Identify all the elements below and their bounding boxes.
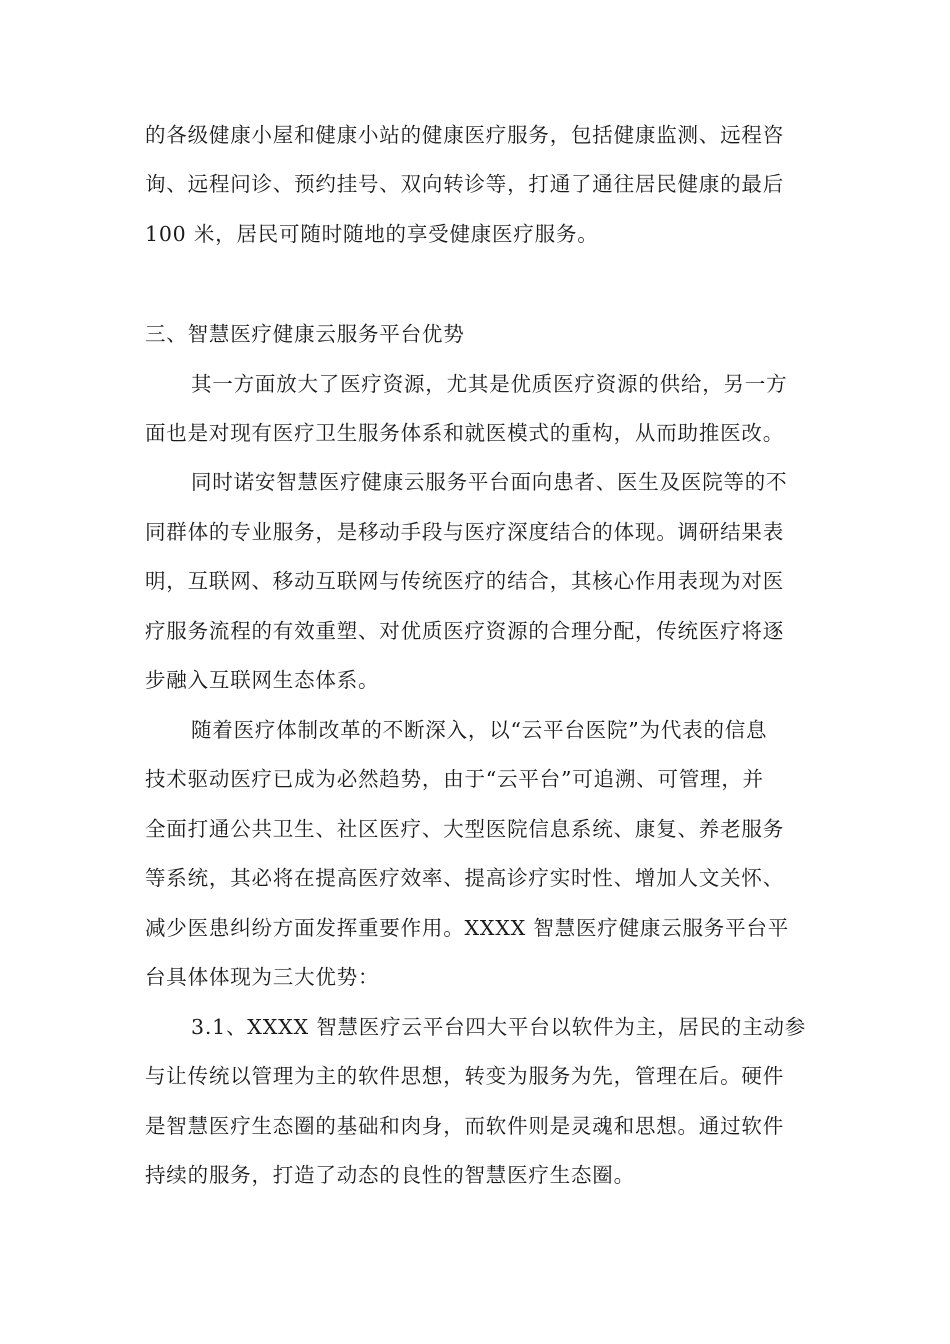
- paragraph-line: 100 米，居民可随时随地的享受健康医疗服务。: [145, 222, 599, 246]
- paragraph-line: 3.1、XXXX 智慧医疗云平台四大平台以软件为主，居民的主动参: [191, 1015, 807, 1039]
- paragraph-line: 的各级健康小屋和健康小站的健康医疗服务，包括健康监测、远程咨: [145, 123, 784, 147]
- paragraph-line: 其一方面放大了医疗资源，尤其是优质医疗资源的供给，另一方: [191, 372, 788, 396]
- paragraph-line: 减少医患纠纷方面发挥重要作用。XXXX 智慧医疗健康云服务平台平: [145, 916, 789, 940]
- paragraph-line: 台具体体现为三大优势：: [145, 965, 380, 989]
- section-heading: 三、智慧医疗健康云服务平台优势: [145, 322, 465, 346]
- paragraph-line: 同时诺安智慧医疗健康云服务平台面向患者、医生及医院等的不: [191, 470, 788, 494]
- paragraph-line: 同群体的专业服务，是移动手段与医疗深度结合的体现。调研结果表: [145, 520, 784, 544]
- paragraph-line: 与让传统以管理为主的软件思想，转变为服务为先，管理在后。硬件: [145, 1064, 784, 1088]
- paragraph-line: 是智慧医疗生态圈的基础和肉身，而软件则是灵魂和思想。通过软件: [145, 1114, 784, 1138]
- paragraph-line: 步融入互联网生态体系。: [145, 668, 380, 692]
- paragraph-line: 等系统，其必将在提高医疗效率、提高诊疗实时性、增加人文关怀、: [145, 866, 784, 890]
- paragraph-line: 随着医疗体制改革的不断深入，以“云平台医院”为代表的信息: [191, 718, 768, 742]
- paragraph-line: 疗服务流程的有效重塑、对优质医疗资源的合理分配，传统医疗将逐: [145, 619, 784, 643]
- paragraph-line: 面也是对现有医疗卫生服务体系和就医模式的重构，从而助推医改。: [145, 421, 784, 445]
- paragraph-line: 明，互联网、移动互联网与传统医疗的结合，其核心作用表现为对医: [145, 569, 784, 593]
- paragraph-line: 询、远程问诊、预约挂号、双向转诊等，打通了通往居民健康的最后: [145, 172, 784, 196]
- paragraph-line: 全面打通公共卫生、社区医疗、大型医院信息系统、康复、养老服务: [145, 817, 784, 841]
- paragraph-line: 技术驱动医疗已成为必然趋势，由于“云平台”可追溯、可管理，并: [145, 767, 764, 791]
- paragraph-line: 持续的服务，打造了动态的良性的智慧医疗生态圈。: [145, 1163, 635, 1187]
